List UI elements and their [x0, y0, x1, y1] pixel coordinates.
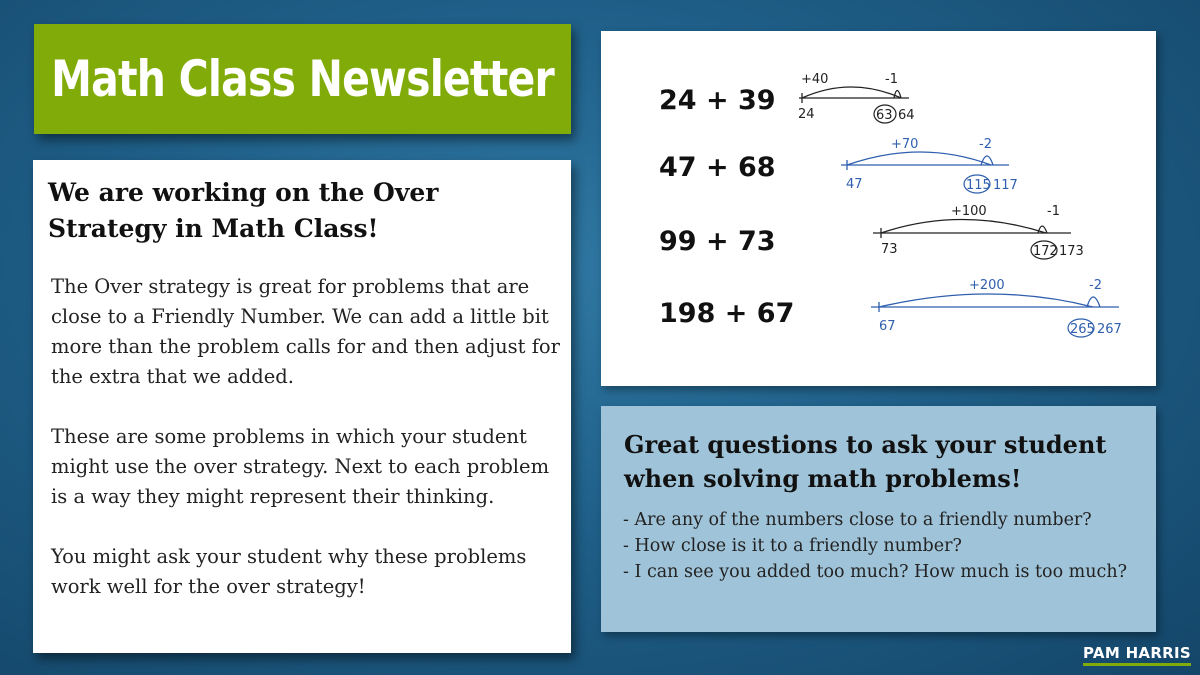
example-row-4: [659, 278, 1122, 337]
questions-card: [601, 406, 1156, 632]
back-label-1: -1: [885, 72, 898, 87]
strategy-paragraph-2: These are some problems in which your student might use the over strategy. Next to each problem is a way they might represent their thinking.: [51, 425, 550, 508]
start-label-3: 73: [881, 242, 898, 257]
question-item: - I can see you added too much? How much is too much?: [623, 562, 1128, 582]
end-label-4: 267: [1097, 322, 1122, 337]
problem-3: 99 + 73: [659, 226, 776, 257]
jump-label-3: +100: [951, 204, 987, 219]
start-label-2: 47: [846, 177, 863, 192]
back-label-3: -1: [1047, 204, 1060, 219]
questions-heading: Great questions to ask your student when solving math problems!: [624, 430, 1107, 493]
answer-label-4: 265: [1070, 322, 1095, 337]
strategy-card: [33, 160, 571, 653]
question-item: - Are any of the numbers close to a friendly number?: [623, 510, 1092, 530]
problem-2: 47 + 68: [659, 152, 776, 183]
title-banner: [34, 24, 571, 134]
example-row-2: [659, 137, 1018, 193]
answer-label-2: 115: [966, 178, 991, 193]
question-item: - How close is it to a friendly number?: [623, 536, 962, 556]
strategy-paragraph-1: The Over strategy is great for problems that are close to a Friendly Number. We can add a little bit more than the problem calls for and then adjust for the extra that we added.: [51, 275, 560, 388]
start-label-1: 24: [798, 107, 815, 122]
answer-label-3: 172: [1033, 244, 1058, 259]
answer-label-1: 63: [876, 108, 893, 123]
back-label-4: -2: [1089, 278, 1102, 293]
end-label-1: 64: [898, 108, 915, 123]
examples-drawing: [601, 31, 1156, 386]
questions-list: [623, 507, 1148, 585]
problem-1: 24 + 39: [659, 85, 776, 116]
start-label-4: 67: [879, 319, 896, 334]
strategy-body: [51, 272, 561, 602]
problem-4: 198 + 67: [659, 298, 795, 329]
end-label-3: 173: [1059, 244, 1084, 259]
strategy-heading: We are working on the Over Strategy in Math Class!: [48, 178, 439, 243]
examples-card: [601, 31, 1156, 386]
jump-label-2: +70: [891, 137, 919, 152]
jump-label-4: +200: [969, 278, 1005, 293]
example-row-3: [659, 204, 1084, 259]
jump-label-1: +40: [801, 72, 829, 87]
end-label-2: 117: [993, 178, 1018, 193]
back-label-2: -2: [979, 137, 992, 152]
newsletter-title: Math Class Newsletter: [51, 50, 554, 108]
example-row-1: [659, 72, 915, 123]
brand-logo: PAM HARRIS: [1083, 644, 1191, 666]
strategy-paragraph-3: You might ask your student why these problems work well for the over strategy!: [51, 545, 527, 598]
